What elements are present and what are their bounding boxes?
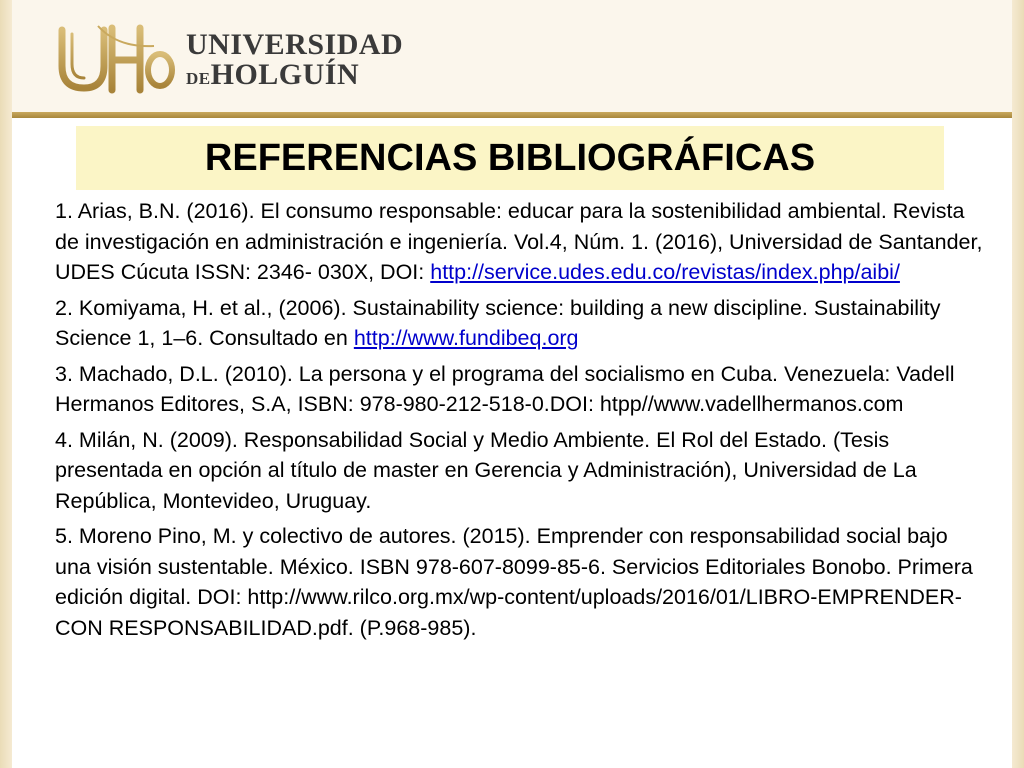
title-highlight: [76, 126, 944, 190]
university-logo: [58, 24, 404, 94]
logo-line2-prefix: DE: [186, 69, 211, 88]
reference-link-1[interactable]: http://service.udes.edu.co/revistas/index.php/aibi/: [430, 260, 900, 284]
reference-item-4: [55, 425, 985, 517]
reference-link-2[interactable]: http://www.fundibeq.org: [353, 326, 579, 350]
right-border-band: [1012, 0, 1024, 768]
logo-line-universidad: UNIVERSIDAD: [186, 28, 404, 61]
reference-text-4: 4. Milán, N. (2009). Responsabilidad Social y Medio Ambiente. El Rol del Estado. (Tesis presentada en opción al título de master en Gerencia y Administración), Universidad de La República, Montevideo, Uruguay.: [55, 427, 917, 513]
reference-text-2: 2. Komiyama, H. et al., (2006). Sustainability science: building a new discipline. Sustainability Science 1, 1–6. Consultado en: [55, 295, 941, 350]
logo-line-holguin: [186, 58, 359, 96]
reference-item-2: [55, 293, 985, 354]
logo-wordmark: [186, 28, 404, 92]
logo-line2-name: HOLGUÍN: [210, 58, 360, 91]
reference-item-5: [55, 521, 985, 643]
left-border-band: [0, 0, 12, 768]
reference-list: [55, 196, 985, 648]
reference-text-5: 5. Moreno Pino, M. y colectivo de autores. (2015). Emprender con responsabilidad social bajo una visión sustentable. México. ISBN 978-607-8099-85-6. Servicios Editoriales Bonobo. Primera edición digital. DOI: http://www.rilco.org.mx/wp-content/uploads/2016/01/LIBRO-EMPRENDER-CON RESPONSABILIDAD.pdf. (P.968-985).: [55, 524, 973, 640]
reference-item-1: [55, 196, 985, 288]
reference-text-1: 1. Arias, B.N. (2016). El consumo responsable: educar para la sostenibilidad ambiental. Revista de investigación en administración e ingeniería. Vol.4, Núm. 1. (2016), Universidad de Santander, UDES Cúcuta ISSN: 2346- 030X, DOI:: [55, 199, 983, 284]
slide-title: REFERENCIAS BIBLIOGRÁFICAS: [204, 137, 816, 179]
uho-logo-mark-icon: [58, 24, 176, 94]
reference-item-3: [55, 359, 985, 420]
reference-text-3: 3. Machado, D.L. (2010). La persona y el programa del socialismo en Cuba. Venezuela: Vadell Hermanos Editores, S.A, ISBN: 978-980-212-518-0.DOI: htpp//www.vadellhermanos.com: [55, 361, 955, 416]
